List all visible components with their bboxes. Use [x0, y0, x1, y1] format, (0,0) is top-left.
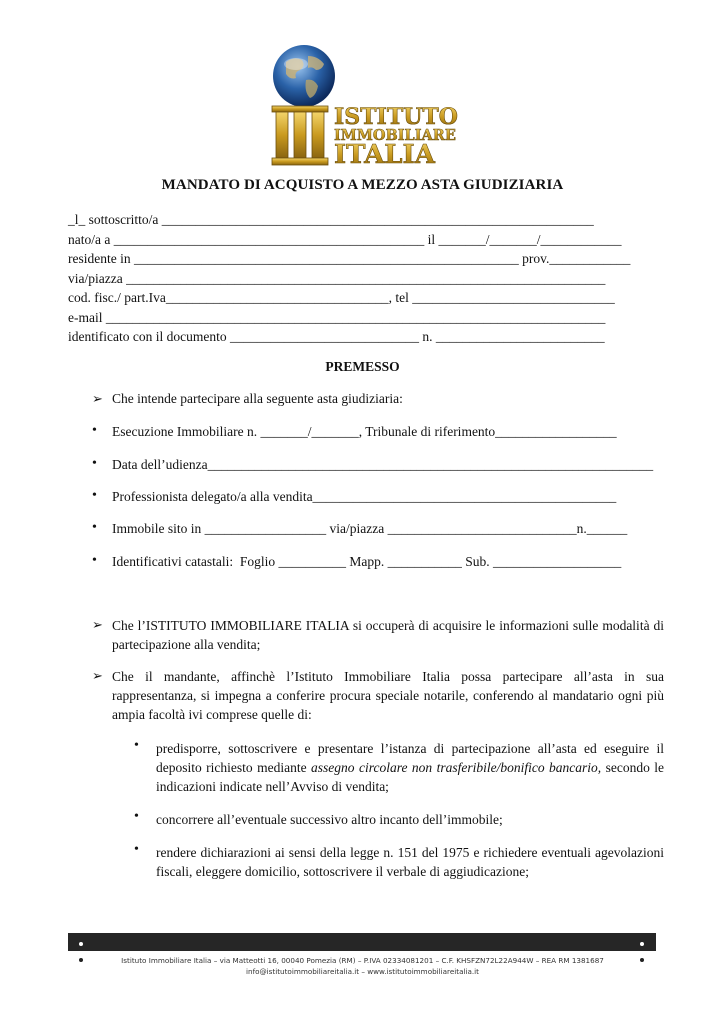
line-documento: identificato con il documento ____________________________ n. _________________________	[68, 329, 605, 344]
footer-dot	[640, 942, 644, 946]
columns-icon	[272, 106, 328, 165]
globe-icon	[273, 45, 335, 107]
logo-line3: ITALIA	[334, 140, 435, 169]
line-nato: nato/a a ______________________________________________ il _______/_______/____________	[68, 232, 622, 247]
field-immobile: Immobile sito in __________________ via/piazza ____________________________n.______	[112, 521, 628, 536]
footer-address: Istituto Immobiliare Italia – via Matteotti 16, 00040 Pomezia (RM) – P.IVA 02334081201 – C.F. KHSFZN72L22A944W – REA RM 1381687	[121, 956, 604, 965]
line-sottoscritto: _l_ sottoscritto/a ________________________________________________________________	[68, 212, 594, 227]
paragraph-mandante: Che il mandante, affinchè l’Istituto Immobiliare Italia possa partecipare all’asta in sua rappresentanza, si impegna a conferire procura speciale notarile, conferendo al mandatario ogni più ampia facoltà ivi comprese quelle di:	[112, 669, 664, 722]
power-predisporre-end: secondo le indicazioni indicate nell’Avviso di vendita;	[156, 760, 664, 794]
footer-bar	[68, 933, 656, 951]
footer-dot	[79, 942, 83, 946]
power-predisporre-text: predisporre, sottoscrivere e presentare l’istanza di partecipazione all’asta ed eseguire il deposito richiesto mediante	[156, 741, 664, 775]
bullet-icon: •	[92, 520, 97, 535]
istituto-immobiliare-italia-logo	[268, 44, 460, 169]
bullet-icon: •	[92, 423, 97, 438]
arrow-icon: ➢	[92, 391, 103, 406]
logo-line2: IMMOBILIARE	[334, 127, 456, 144]
paragraph-acquisire: Che l’ISTITUTO IMMOBILIARE ITALIA si occuperà di acquisire le informazioni sulle modalità di partecipazione alla vendita;	[112, 618, 664, 652]
field-professionista: Professionista delegato/a alla vendita_____________________________________________	[112, 489, 617, 504]
line-via: via/piazza _______________________________________________________________________	[68, 271, 606, 286]
line-email: e-mail __________________________________________________________________________	[68, 310, 606, 325]
field-catastali: Identificativi catastali: Foglio __________ Mapp. ___________ Sub. ___________________	[112, 554, 622, 569]
bullet-icon: •	[134, 809, 139, 824]
logo-line1: ISTITUTO	[334, 104, 458, 130]
document-title: MANDATO DI ACQUISTO A MEZZO ASTA GIUDIZIARIA	[161, 177, 564, 193]
power-dichiarazioni: rendere dichiarazioni ai sensi della legge n. 151 del 1975 e richiedere eventuali agevolazioni fiscali, eleggere domicilio, sottoscrivere il verbale di aggiudicazione;	[156, 845, 664, 879]
line-codfisc: cod. fisc./ part.Iva_________________________________, tel ______________________________	[68, 290, 615, 305]
power-predisporre-italic: assegno circolare non trasferibile/bonifico bancario,	[311, 760, 602, 775]
bullet-icon: •	[92, 456, 97, 471]
arrow-intro-text: Che intende partecipare alla seguente asta giudiziaria:	[112, 391, 403, 406]
arrow-icon: ➢	[92, 668, 103, 683]
field-udienza: Data dell’udienza__________________________________________________________________	[112, 457, 654, 472]
footer-contacts: info@istitutoimmobiliareitalia.it – www.istitutoimmobiliareitalia.it	[246, 967, 479, 976]
arrow-icon: ➢	[92, 617, 103, 632]
bullet-icon: •	[92, 488, 97, 503]
bullet-icon: •	[134, 738, 139, 753]
section-premesso: PREMESSO	[325, 359, 400, 374]
bullet-icon: •	[92, 553, 97, 568]
power-concorrere: concorrere all’eventuale successivo altro incanto dell’immobile;	[156, 812, 503, 827]
bullet-icon: •	[134, 842, 139, 857]
line-residente: residente in _________________________________________________________ prov.____________	[68, 251, 631, 266]
field-esecuzione: Esecuzione Immobiliare n. _______/_______, Tribunale di riferimento__________________	[112, 424, 617, 439]
power-predisporre	[156, 739, 664, 796]
